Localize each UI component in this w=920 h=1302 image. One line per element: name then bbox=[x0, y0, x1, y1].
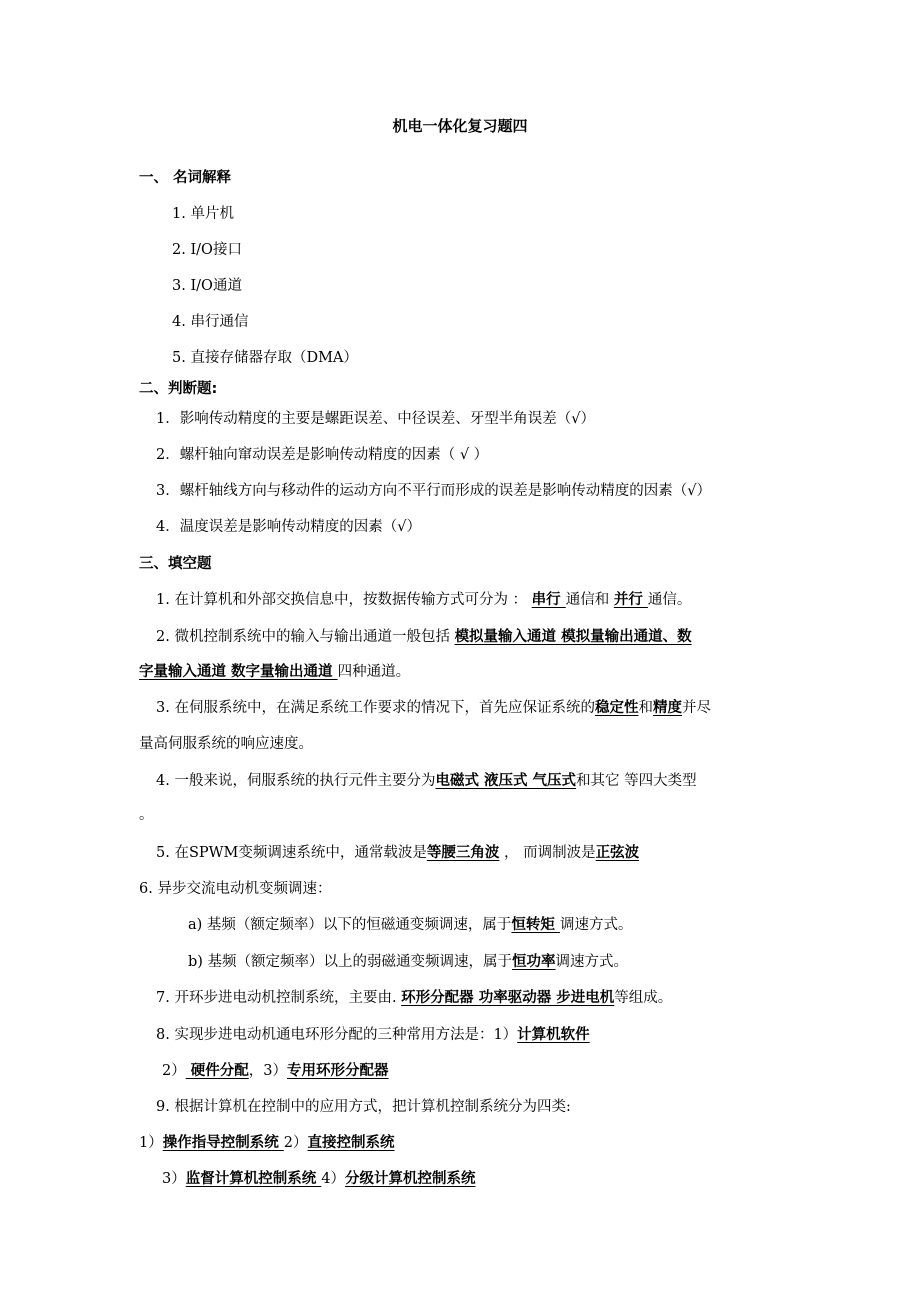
q2-text: 2. 微机控制系统中的输入与输出通道一般包括 bbox=[156, 629, 455, 645]
term-item-5: 5. 直接存储器存取（DMA） bbox=[172, 350, 358, 366]
q9-num-2: 2） bbox=[283, 1135, 308, 1151]
q8-answer-dedicated: 专用环形分配器 bbox=[287, 1063, 389, 1079]
q3-answer-precision: 精度 bbox=[652, 700, 682, 716]
q6a-text-post: 调速方式。 bbox=[559, 917, 633, 933]
q5-answer-carrier: 等腰三角波 bbox=[426, 845, 500, 861]
section-heading-judgement: 二、判断题: bbox=[139, 381, 218, 397]
q4-text-post: 和其它 等四大类型 bbox=[576, 773, 697, 789]
q8-text-mid: ，3） bbox=[248, 1063, 288, 1079]
judgement-item-1: 1．影响传动精度的主要是螺距误差、中径误差、牙型半角误差（√） bbox=[156, 411, 595, 427]
q4-text: 4. 一般来说，伺服系统的执行元件主要分为 bbox=[156, 773, 436, 789]
q1-text-post: 通信。 bbox=[647, 592, 692, 608]
judgement-item-2: 2．螺杆轴向窜动误差是影响传动精度的因素（ √ ） bbox=[156, 447, 489, 463]
q8-text-2: 2） bbox=[162, 1063, 186, 1079]
q1-text-mid: 通信和 bbox=[565, 592, 614, 608]
term-item-4: 4. 串行通信 bbox=[172, 314, 249, 330]
q6a-answer: 恒转矩 bbox=[511, 917, 560, 933]
document-title: 机电一体化复习题四 bbox=[392, 117, 528, 135]
fill-question-4 bbox=[156, 771, 697, 791]
fill-question-2-line2 bbox=[139, 662, 410, 682]
q8-text: 8. 实现步进电动机通电环形分配的三种常用方法是：1） bbox=[156, 1027, 518, 1043]
fill-question-6: 6. 异步交流电动机变频调速： bbox=[139, 881, 332, 897]
q3-answer-stability: 稳定性 bbox=[594, 700, 639, 716]
fill-question-9: 9. 根据计算机在控制中的应用方式，把计算机控制系统分为四类: bbox=[156, 1099, 571, 1115]
q7-text-post: 等组成。 bbox=[614, 990, 673, 1006]
q4-answer-actuators: 电磁式 液压式 气压式 bbox=[435, 773, 577, 789]
q1-answer-parallel: 并行 bbox=[613, 592, 648, 608]
fill-question-9-line3 bbox=[162, 1169, 476, 1189]
q7-text: 7. 开环步进电动机控制系统，主要由. bbox=[156, 990, 402, 1006]
q1-answer-serial: 串行 bbox=[531, 592, 566, 608]
fill-question-6b bbox=[188, 952, 628, 972]
q9-num-1: 1） bbox=[139, 1135, 163, 1151]
term-item-1: 1. 单片机 bbox=[172, 206, 234, 222]
judgement-item-4: 4．温度误差是影响传动精度的因素（√） bbox=[156, 519, 421, 535]
q5-text-mid: ， 而调制波是 bbox=[499, 845, 596, 861]
fill-question-2 bbox=[156, 627, 692, 647]
q3-text: 3. 在伺服系统中，在满足系统工作要求的情况下，首先应保证系统的 bbox=[156, 700, 595, 716]
fill-question-3-line2: 量高伺服系统的响应速度。 bbox=[139, 736, 313, 752]
fill-question-7 bbox=[156, 988, 672, 1008]
fill-question-1 bbox=[156, 590, 691, 610]
judgement-item-3: 3．螺杆轴线方向与移动件的运动方向不平行而形成的误差是影响传动精度的因素（√） bbox=[156, 483, 711, 499]
q1-text: 1. 在计算机和外部交换信息中，按数据传输方式可分为 ： bbox=[156, 592, 532, 608]
fill-question-8 bbox=[156, 1025, 590, 1045]
q6b-text-post: 调速方式。 bbox=[555, 954, 629, 970]
q5-text: 5. 在SPWM变频调速系统中，通常载波是 bbox=[156, 845, 427, 861]
q9-answer-2: 直接控制系统 bbox=[307, 1135, 395, 1151]
section-heading-terms: 一、 名词解释 bbox=[139, 170, 232, 186]
q6a-text: a) 基频（额定频率）以下的恒磁通变频调速，属于 bbox=[188, 917, 512, 933]
fill-question-5 bbox=[156, 843, 639, 863]
q3-text-post: 并尽 bbox=[681, 700, 711, 716]
q9-num-3: 3） bbox=[162, 1171, 186, 1187]
q2-answer-part2: 字量输入通道 数字量输出通道 bbox=[139, 664, 338, 680]
q6b-answer: 恒功率 bbox=[512, 954, 556, 970]
fill-question-6a bbox=[188, 915, 632, 935]
q9-num-4: 4） bbox=[321, 1171, 346, 1187]
q9-answer-4: 分级计算机控制系统 bbox=[345, 1171, 476, 1187]
q2-text-post: 四种通道。 bbox=[337, 664, 411, 680]
q8-answer-hardware: 硬件分配 bbox=[185, 1063, 249, 1079]
q3-text-mid: 和 bbox=[638, 700, 653, 716]
q8-answer-software: 计算机软件 bbox=[517, 1027, 590, 1043]
q7-answer: 环形分配器 功率驱动器 步进电机 bbox=[401, 990, 615, 1006]
term-item-3: 3. I/O通道 bbox=[172, 278, 242, 294]
section-heading-fill: 三、填空题 bbox=[139, 556, 212, 572]
q5-answer-modulation: 正弦波 bbox=[595, 845, 640, 861]
q9-answer-3: 监督计算机控制系统 bbox=[185, 1171, 322, 1187]
term-item-2: 2. I/O接口 bbox=[172, 242, 242, 258]
fill-question-3 bbox=[156, 698, 711, 718]
fill-question-9-line2 bbox=[139, 1133, 395, 1153]
q2-answer-part1: 模拟量输入通道 模拟量输出通道、数 bbox=[454, 629, 692, 645]
fill-question-8-line2 bbox=[162, 1061, 389, 1081]
q9-answer-1: 操作指导控制系统 bbox=[162, 1135, 284, 1151]
fill-question-4-line2: 。 bbox=[139, 807, 154, 823]
q6b-text: b) 基频（额定频率）以上的弱磁通变频调速，属于 bbox=[188, 954, 513, 970]
